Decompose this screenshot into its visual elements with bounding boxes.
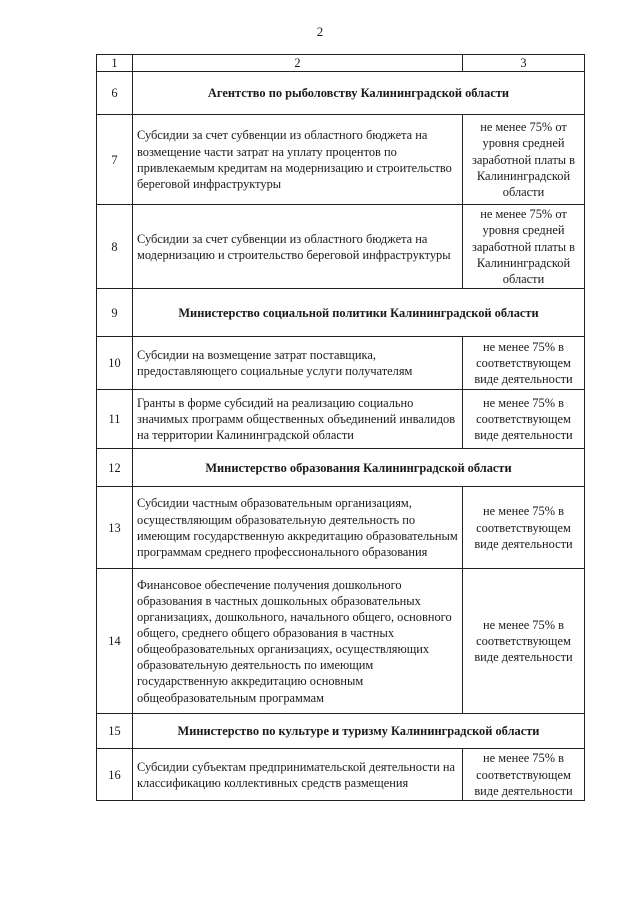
- row-number: 7: [97, 115, 133, 205]
- section-title: Министерство образования Калининградской области: [133, 449, 585, 487]
- section-row: [97, 714, 585, 749]
- row-value: не менее 75% в соответствующем виде деятельности: [463, 569, 585, 714]
- row-description: Субсидии частным образовательным организациям, осуществляющим образовательную деятельность по имеющим государственную аккредитацию образовательным программам среднего профессионального образования: [133, 487, 463, 569]
- row-description: Субсидии на возмещение затрат поставщика, предоставляющего социальные услуги получателям: [133, 337, 463, 390]
- row-number: 12: [97, 449, 133, 487]
- column-header-2: 2: [133, 55, 463, 72]
- column-header-3: 3: [463, 55, 585, 72]
- section-row: [97, 289, 585, 337]
- row-value: не менее 75% от уровня средней заработной платы в Калининградской области: [463, 115, 585, 205]
- page-number: 2: [316, 24, 324, 39]
- row-number: 10: [97, 337, 133, 390]
- row-description: Субсидии субъектам предпринимательской деятельности на классификацию коллективных средств размещения: [133, 749, 463, 801]
- row-value: не менее 75% от уровня средней заработной платы в Калининградской области: [463, 205, 585, 289]
- table-row: [97, 205, 585, 289]
- row-number: 9: [97, 289, 133, 337]
- table-header-row: [97, 55, 585, 72]
- row-number: 13: [97, 487, 133, 569]
- table-row: [97, 390, 585, 449]
- row-number: 14: [97, 569, 133, 714]
- table-row: [97, 487, 585, 569]
- table-row: [97, 337, 585, 390]
- row-number: 6: [97, 72, 133, 115]
- section-title: Министерство социальной политики Калининградской области: [133, 289, 585, 337]
- section-title: Агентство по рыболовству Калининградской области: [133, 72, 585, 115]
- row-description: Финансовое обеспечение получения дошкольного образования в частных дошкольных образовательных организациях, дошкольного, начального общего, основного общего, среднего общего образования в частных общеобразовательных организациях, осуществляющих образовательную деятельность по имеющим государственную аккредитацию основным общеобразовательным программам: [133, 569, 463, 714]
- row-number: 11: [97, 390, 133, 449]
- row-description: Субсидии за счет субвенции из областного бюджета на возмещение части затрат на уплату процентов по привлекаемым кредитам на модернизацию и строительство береговой инфраструктуры: [133, 115, 463, 205]
- row-number: 16: [97, 749, 133, 801]
- section-row: [97, 72, 585, 115]
- column-header-1: 1: [97, 55, 133, 72]
- row-description: Гранты в форме субсидий на реализацию социально значимых программ общественных объединений инвалидов на территории Калининградской области: [133, 390, 463, 449]
- row-description: Субсидии за счет субвенции из областного бюджета на модернизацию и строительство береговой инфраструктуры: [133, 205, 463, 289]
- subsidies-table: [96, 54, 585, 801]
- row-number: 15: [97, 714, 133, 749]
- section-row: [97, 449, 585, 487]
- row-value: не менее 75% в соответствующем виде деятельности: [463, 390, 585, 449]
- row-number: 8: [97, 205, 133, 289]
- table-row: [97, 569, 585, 714]
- row-value: не менее 75% в соответствующем виде деятельности: [463, 487, 585, 569]
- section-title: Министерство по культуре и туризму Калининградской области: [133, 714, 585, 749]
- table-row: [97, 749, 585, 801]
- row-value: не менее 75% в соответствующем виде деятельности: [463, 337, 585, 390]
- row-value: не менее 75% в соответствующем виде деятельности: [463, 749, 585, 801]
- table-row: [97, 115, 585, 205]
